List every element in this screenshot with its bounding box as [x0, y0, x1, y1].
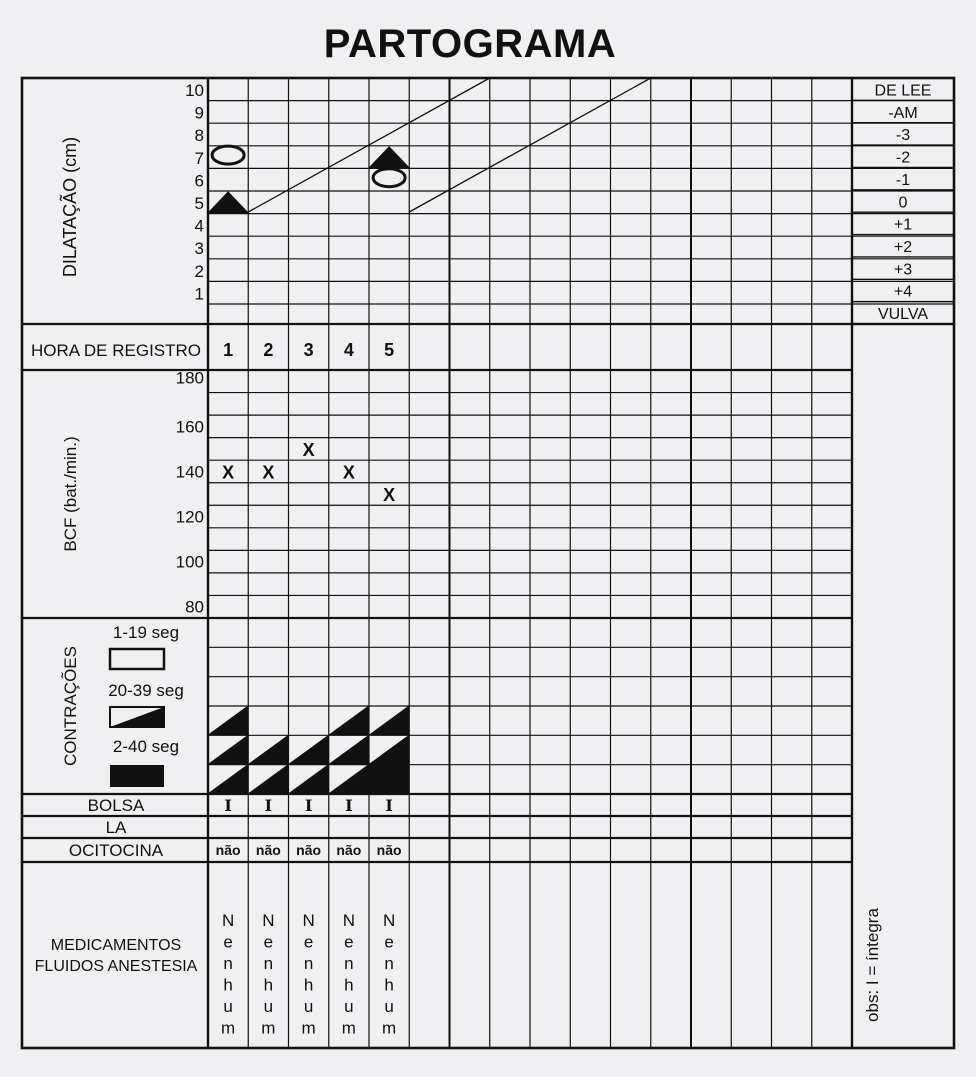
bcf-tick-label: 140 — [175, 462, 204, 482]
dilatation-circle-mark — [212, 146, 244, 164]
bcf-tick-label: 160 — [175, 417, 204, 437]
dilatation-scale-label: 5 — [194, 194, 204, 213]
dilatation-scale-label: 2 — [194, 261, 204, 281]
ocitocina-value: não — [336, 842, 362, 858]
de-lee-station-label: +2 — [893, 238, 913, 256]
contraction-legend-label: 20-39 seg — [108, 681, 184, 700]
medicamentos-label: MEDICAMENTOS — [50, 937, 182, 954]
ocitocina-value: não — [376, 842, 402, 858]
dilatation-scale-label: 6 — [194, 171, 204, 191]
bcf-section-label: BCF (bat./min.) — [61, 436, 80, 552]
contraction-legend-label: 2-40 seg — [112, 737, 180, 756]
dilatation-scale-label: 7 — [194, 148, 204, 168]
dilatation-scale-label: 1 — [194, 284, 204, 304]
hora-number: 3 — [303, 340, 314, 360]
medicamento-value: N e n h u m — [221, 911, 236, 1038]
dilatation-scale-label: 8 — [194, 126, 204, 146]
ocitocina-value: não — [215, 842, 241, 858]
obs-note: obs: I = íntegra — [863, 908, 882, 1022]
medicamento-value: N e n h u m — [341, 911, 356, 1038]
bolsa-label: BOLSA — [87, 796, 145, 815]
descent-triangle-mark — [207, 191, 249, 213]
de-lee-station-label: VULVA — [877, 306, 929, 324]
de-lee-station-label: +4 — [893, 283, 913, 301]
bcf-reading-mark: X — [342, 462, 355, 483]
medicamento-value: N e n h u m — [261, 911, 276, 1038]
la-label: LA — [105, 818, 127, 837]
medicamento-value: N e n h u m — [301, 911, 316, 1038]
dilatation-scale-label: 10 — [185, 81, 204, 100]
ocitocina-value: não — [296, 842, 322, 858]
hora-number: 1 — [223, 340, 234, 360]
dilatation-circle-mark — [373, 169, 405, 187]
bolsa-value: I — [224, 796, 232, 815]
bcf-reading-mark: X — [383, 485, 396, 505]
ocitocina-value: não — [255, 842, 281, 858]
bcf-tick-label: 100 — [175, 552, 204, 572]
de-lee-station-label: +3 — [893, 261, 913, 279]
bcf-reading-mark: X — [262, 462, 275, 483]
de-lee-station-label: DE LEE — [874, 82, 932, 100]
bcf-reading-mark: X — [302, 439, 315, 460]
legend-swatch-short — [110, 649, 164, 669]
bcf-tick-label: 120 — [175, 507, 204, 527]
dilatation-scale-label: 9 — [194, 103, 204, 123]
bolsa-value: I — [385, 796, 393, 815]
de-lee-station-label: +1 — [893, 216, 913, 234]
hora-number: 4 — [343, 340, 354, 360]
contraction-cell-full — [369, 765, 409, 794]
legend-swatch-long — [110, 765, 164, 787]
contraction-legend-label: 1-19 seg — [112, 623, 180, 642]
ocitocina-label: OCITOCINA — [68, 841, 164, 860]
de-lee-station-label: -3 — [895, 127, 911, 145]
descent-triangle-mark — [368, 146, 410, 168]
dilatation-section-label: DILATAÇÃO (cm) — [60, 136, 80, 278]
de-lee-station-label: -AM — [888, 104, 918, 122]
page-title: PARTOGRAMA — [323, 22, 617, 66]
contractions-section-label: CONTRAÇÕES — [61, 646, 80, 766]
bolsa-value: I — [345, 796, 353, 815]
fluidos-anestesia-label: FLUIDOS ANESTESIA — [34, 958, 198, 975]
outer-frame — [22, 78, 954, 1048]
dilatation-scale-label: 3 — [194, 239, 204, 259]
bolsa-value: I — [304, 796, 313, 815]
hora-number: 5 — [384, 340, 395, 360]
de-lee-station-label: -2 — [895, 149, 911, 167]
de-lee-station-label: 0 — [898, 194, 908, 212]
hora-registro-label: HORA DE REGISTRO — [30, 341, 202, 360]
bolsa-value: I — [264, 796, 273, 815]
dilatation-scale-label: 4 — [194, 216, 204, 236]
de-lee-station-label: -1 — [895, 171, 911, 189]
bcf-tick-label: 80 — [185, 597, 204, 617]
medicamento-value: N e n h u m — [382, 911, 397, 1038]
bcf-reading-mark: X — [222, 462, 235, 483]
bcf-tick-label: 180 — [175, 368, 204, 388]
hora-number: 2 — [263, 340, 274, 360]
legend-swatch-medium-fill — [110, 707, 164, 727]
